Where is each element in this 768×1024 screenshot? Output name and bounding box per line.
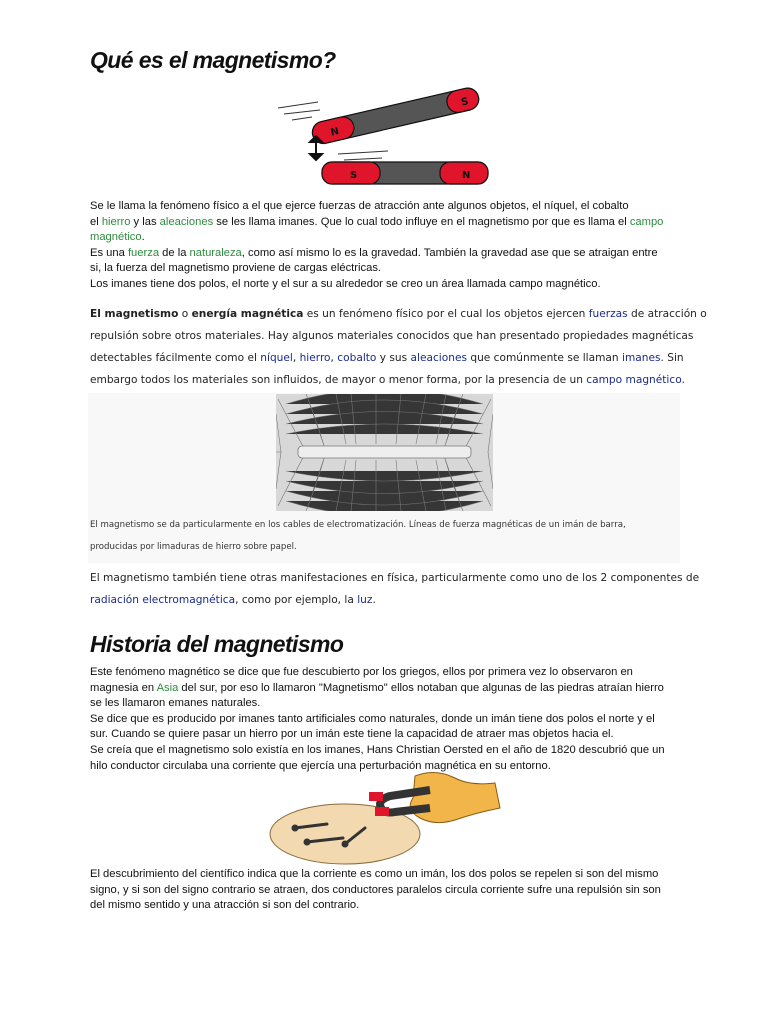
text-line: magnético.: [90, 231, 145, 244]
link-aleaciones[interactable]: aleaciones: [159, 215, 214, 228]
text-line: Los imanes tiene dos polos, el norte y el sur a su alrededor se creo un área llamada campo magnético.: [90, 277, 601, 290]
text-line: El descubrimiento del científico indica que la corriente es como un imán, los dos polos se repelen si son del mismo: [90, 868, 659, 880]
text-line: magnesia en Asia del sur, por eso lo llamaron "Magnetismo" ellos notaban que algunas de las piedras atraían hierro: [90, 681, 664, 694]
text-line: radiación electromagnética, como por ejemplo, la luz.: [90, 594, 376, 606]
text-line: se les llamaron emanes naturales.: [90, 697, 261, 710]
link-naturaleza[interactable]: naturaleza: [189, 246, 242, 259]
link-fuerzas[interactable]: fuerzas: [588, 308, 628, 320]
text-line: si, la fuerza del magnetismo proviene de cargas eléctricas.: [90, 262, 382, 275]
bottom-magnet: [322, 162, 488, 184]
hand: [410, 772, 500, 822]
text-line: repulsión sobre otros materiales. Hay algunos materiales conocidos que han presentado propiedades magnéticas: [90, 330, 694, 342]
caption-line: El magnetismo se da particularmente en los cables de electromatización. Líneas de fuerza magnéticas de un imán de barra,: [90, 520, 626, 530]
text-line: El magnetismo o energía magnética es un fenómeno físico por el cual los objetos ejercen fuerzas de atracción o: [90, 308, 707, 320]
page-title: Qué es el magnetismo?: [90, 47, 336, 73]
top-magnet-s-label: S: [460, 96, 470, 109]
text-line: sur. Cuando se quiere pasar un hierro por un imán este tiene la capacidad de atraer mas objetos hacia el.: [90, 728, 614, 741]
text-line: el hierro y las aleaciones se les llama imanes. Que lo cual todo influye en el magnetismo por que es llama el campo: [90, 215, 664, 228]
hand-magnet-nails-illustration: [265, 768, 505, 868]
top-magnet: [310, 86, 481, 146]
bottom-magnet-n-label: N: [462, 170, 471, 181]
link-cobalto[interactable]: cobalto: [337, 352, 377, 364]
text-line: Se dice que es producido por imanes tanto artificiales como naturales, donde un imán tiene dos polos el norte y el: [90, 712, 655, 725]
link-asia[interactable]: Asia: [156, 681, 179, 694]
top-magnet-n-label: N: [329, 126, 341, 139]
iron-filings-image: [276, 394, 493, 511]
text-line: El magnetismo también tiene otras manifestaciones en física, particularmente como uno de los 2 componentes de: [90, 572, 700, 584]
link-campo-magnetico-cont[interactable]: magnético: [90, 231, 142, 244]
caption-line: producidas por limaduras de hierro sobre papel.: [90, 542, 297, 552]
manifestations-paragraph: [90, 567, 700, 611]
definition-paragraph: [90, 303, 707, 391]
text-line: Se le llama la fenómeno físico a el que ejerce fuerzas de atracción ante algunos objetos, el níquel, el cobalto: [90, 200, 629, 212]
magnets-illustration: [270, 84, 500, 194]
text-line: detectables fácilmente como el níquel, hierro, cobalto y sus aleaciones que comúnmente se llaman imanes. Sin: [90, 352, 684, 364]
link-radiacion-electromagnetica[interactable]: radiación electromagnética: [90, 594, 236, 606]
link-campo-magnetico-2[interactable]: campo magnético: [586, 374, 682, 386]
bottom-magnet-s-label: S: [350, 170, 358, 181]
text-line: Se creía que el magnetismo solo existía en los imanes, Hans Christian Oersted en el año de 1820 descubrió que un: [90, 743, 665, 756]
section-title-historia: Historia del magnetismo: [90, 631, 344, 657]
link-campo-magnetico[interactable]: campo: [629, 215, 664, 228]
link-fuerza[interactable]: fuerza: [127, 246, 160, 259]
discovery-paragraph: [90, 867, 690, 914]
link-aleaciones-2[interactable]: aleaciones: [410, 352, 467, 364]
figure-caption: [90, 514, 680, 558]
text-line: Es una fuerza de la naturaleza, como así mismo lo es la gravedad. También la gravedad ase que se atraigan entre: [90, 246, 658, 259]
link-hierro-2[interactable]: hierro: [299, 352, 331, 364]
link-niquel[interactable]: níquel: [260, 352, 293, 364]
text-line: del mismo sentido y una atracción si son del contrario.: [90, 899, 360, 912]
link-luz[interactable]: luz: [357, 594, 373, 606]
history-paragraph: [90, 665, 690, 774]
text-line: embargo todos los materiales son influidos, de mayor o menor forma, por la presencia de un campo magnético.: [90, 374, 685, 386]
text-line: hilo conductor circulaba una corriente que ejercía una perturbación magnética en su entorno.: [90, 759, 551, 772]
text-line: signo, y si son del signo contrario se atraen, dos conductores paralelos circula corriente sufre una repulsión sin son: [90, 883, 661, 896]
text-line: Este fenómeno magnético se dice que fue descubierto por los griegos, ellos por primera vez lo observaron en: [90, 666, 633, 678]
link-hierro[interactable]: hierro: [101, 215, 131, 228]
link-imanes[interactable]: imanes: [622, 352, 661, 364]
double-arrow-icon: [310, 136, 322, 160]
intro-paragraph: [90, 199, 690, 293]
